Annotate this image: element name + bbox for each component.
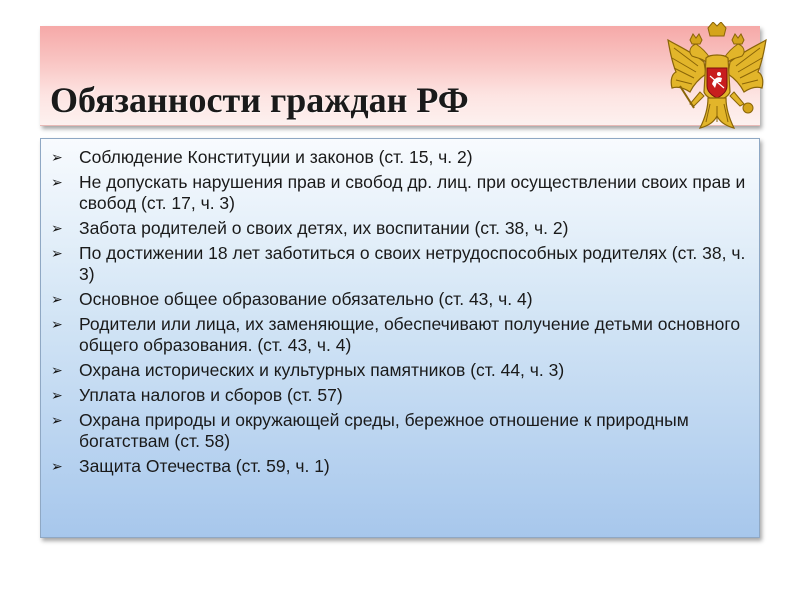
arrow-bullet-icon: ➢	[51, 362, 63, 378]
duty-list-item	[49, 147, 749, 168]
duty-list-item	[49, 172, 749, 214]
arrow-bullet-icon: ➢	[51, 316, 63, 332]
arrow-bullet-icon: ➢	[51, 149, 63, 165]
duty-list-item	[49, 243, 749, 285]
arrow-bullet-icon: ➢	[51, 220, 63, 236]
duty-text: Не допускать нарушения прав и свобод др. лиц. при осуществлении своих прав и свобод (ст. 17, ч. 3)	[79, 172, 746, 213]
arrow-bullet-icon: ➢	[51, 412, 63, 428]
duty-text: Уплата налогов и сборов (ст. 57)	[79, 385, 343, 405]
duties-list	[49, 147, 749, 481]
coat-of-arms-icon	[664, 22, 770, 134]
arrow-bullet-icon: ➢	[51, 174, 63, 190]
slide-title: Обязанности граждан РФ	[50, 80, 469, 120]
duty-text: Защита Отечества (ст. 59, ч. 1)	[79, 456, 330, 476]
duty-text: Забота родителей о своих детях, их воспитании (ст. 38, ч. 2)	[79, 218, 569, 238]
arrow-bullet-icon: ➢	[51, 245, 63, 261]
duty-text: Основное общее образование обязательно (ст. 43, ч. 4)	[79, 289, 533, 309]
duty-list-item	[49, 410, 749, 452]
duty-list-item	[49, 314, 749, 356]
duty-text: По достижении 18 лет заботиться о своих нетрудоспособных родителях (ст. 38, ч. 3)	[79, 243, 746, 284]
arrow-bullet-icon: ➢	[51, 458, 63, 474]
arrow-bullet-icon: ➢	[51, 387, 63, 403]
duties-panel	[40, 138, 760, 538]
duty-text: Соблюдение Конституции и законов (ст. 15, ч. 2)	[79, 147, 473, 167]
duty-list-item	[49, 385, 749, 406]
duty-list-item	[49, 218, 749, 239]
duty-list-item	[49, 360, 749, 381]
duty-text: Родители или лица, их заменяющие, обеспечивают получение детьми основного общего образования. (ст. 43, ч. 4)	[79, 314, 741, 355]
title-banner	[40, 26, 760, 126]
duty-text: Охрана природы и окружающей среды, бережное отношение к природным богатствам (ст. 58)	[79, 410, 689, 451]
duty-list-item	[49, 456, 749, 477]
duty-list-item	[49, 289, 749, 310]
duty-text: Охрана исторических и культурных памятников (ст. 44, ч. 3)	[79, 360, 565, 380]
arrow-bullet-icon: ➢	[51, 291, 63, 307]
